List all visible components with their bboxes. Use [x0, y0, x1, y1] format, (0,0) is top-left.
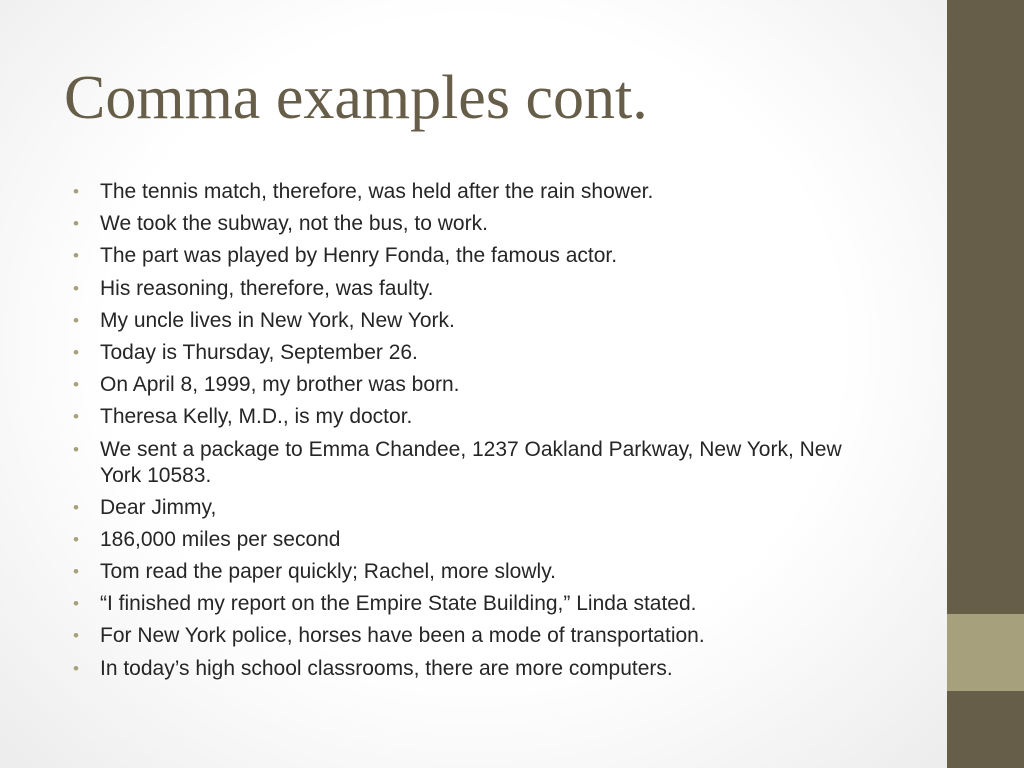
bullet-item: [73, 404, 848, 430]
bullet-item: [73, 437, 848, 489]
bullet-icon: •: [73, 626, 79, 646]
bullet-item: [73, 656, 848, 682]
bullet-text: My uncle lives in New York, New York.: [100, 308, 455, 332]
bullet-text: In today’s high school classrooms, there are more computers.: [100, 656, 673, 680]
bullet-item: [73, 243, 848, 269]
bullet-text: His reasoning, therefore, was faulty.: [100, 276, 434, 300]
bullet-text: The tennis match, therefore, was held after the rain shower.: [100, 180, 654, 203]
bullet-text: On April 8, 1999, my brother was born.: [100, 373, 460, 397]
bullet-item: [73, 179, 848, 205]
bullet-icon: •: [73, 214, 79, 234]
bullet-icon: •: [73, 658, 79, 678]
bullet-text: 186,000 miles per second: [100, 527, 341, 551]
bullet-item: [73, 559, 848, 585]
bullet-item: [73, 527, 848, 553]
bullet-icon: •: [73, 375, 79, 395]
side-accent-block: [947, 614, 1024, 691]
bullet-icon: •: [73, 407, 79, 427]
slide-title: Comma examples cont.: [64, 64, 648, 132]
bullet-icon: •: [73, 529, 79, 549]
bullet-text: Today is Thursday, September 26.: [100, 340, 418, 364]
bullet-list: [73, 179, 848, 688]
bullet-item: [73, 495, 848, 521]
bullet-text: Tom read the paper quickly; Rachel, more slowly.: [100, 560, 556, 584]
bullet-icon: •: [73, 562, 79, 582]
bullet-item: [73, 591, 848, 617]
bullet-item: [73, 211, 848, 237]
bullet-icon: •: [73, 342, 79, 362]
bullet-icon: •: [73, 278, 79, 298]
bullet-text: Dear Jimmy,: [100, 495, 217, 519]
bullet-item: [73, 340, 848, 366]
bullet-text: For New York police, horses have been a mode of transportation.: [100, 624, 705, 648]
bullet-text: “I finished my report on the Empire State Building,” Linda stated.: [100, 592, 697, 616]
bullet-text: We took the subway, not the bus, to work.: [100, 212, 488, 236]
bullet-icon: •: [73, 246, 79, 266]
bullet-item: [73, 372, 848, 398]
bullet-text: We sent a package to Emma Chandee, 1237 Oakland Parkway, New York, New York 10583.: [100, 437, 842, 487]
bullet-icon: •: [73, 182, 79, 201]
bullet-icon: •: [73, 497, 79, 517]
bullet-item: [73, 276, 848, 302]
bullet-item: [73, 623, 848, 649]
bullet-icon: •: [73, 594, 79, 614]
bullet-item: [73, 308, 848, 334]
bullet-icon: •: [73, 439, 79, 459]
bullet-text: The part was played by Henry Fonda, the famous actor.: [100, 244, 618, 268]
bullet-text: Theresa Kelly, M.D., is my doctor.: [100, 405, 413, 429]
bullet-icon: •: [73, 310, 79, 330]
